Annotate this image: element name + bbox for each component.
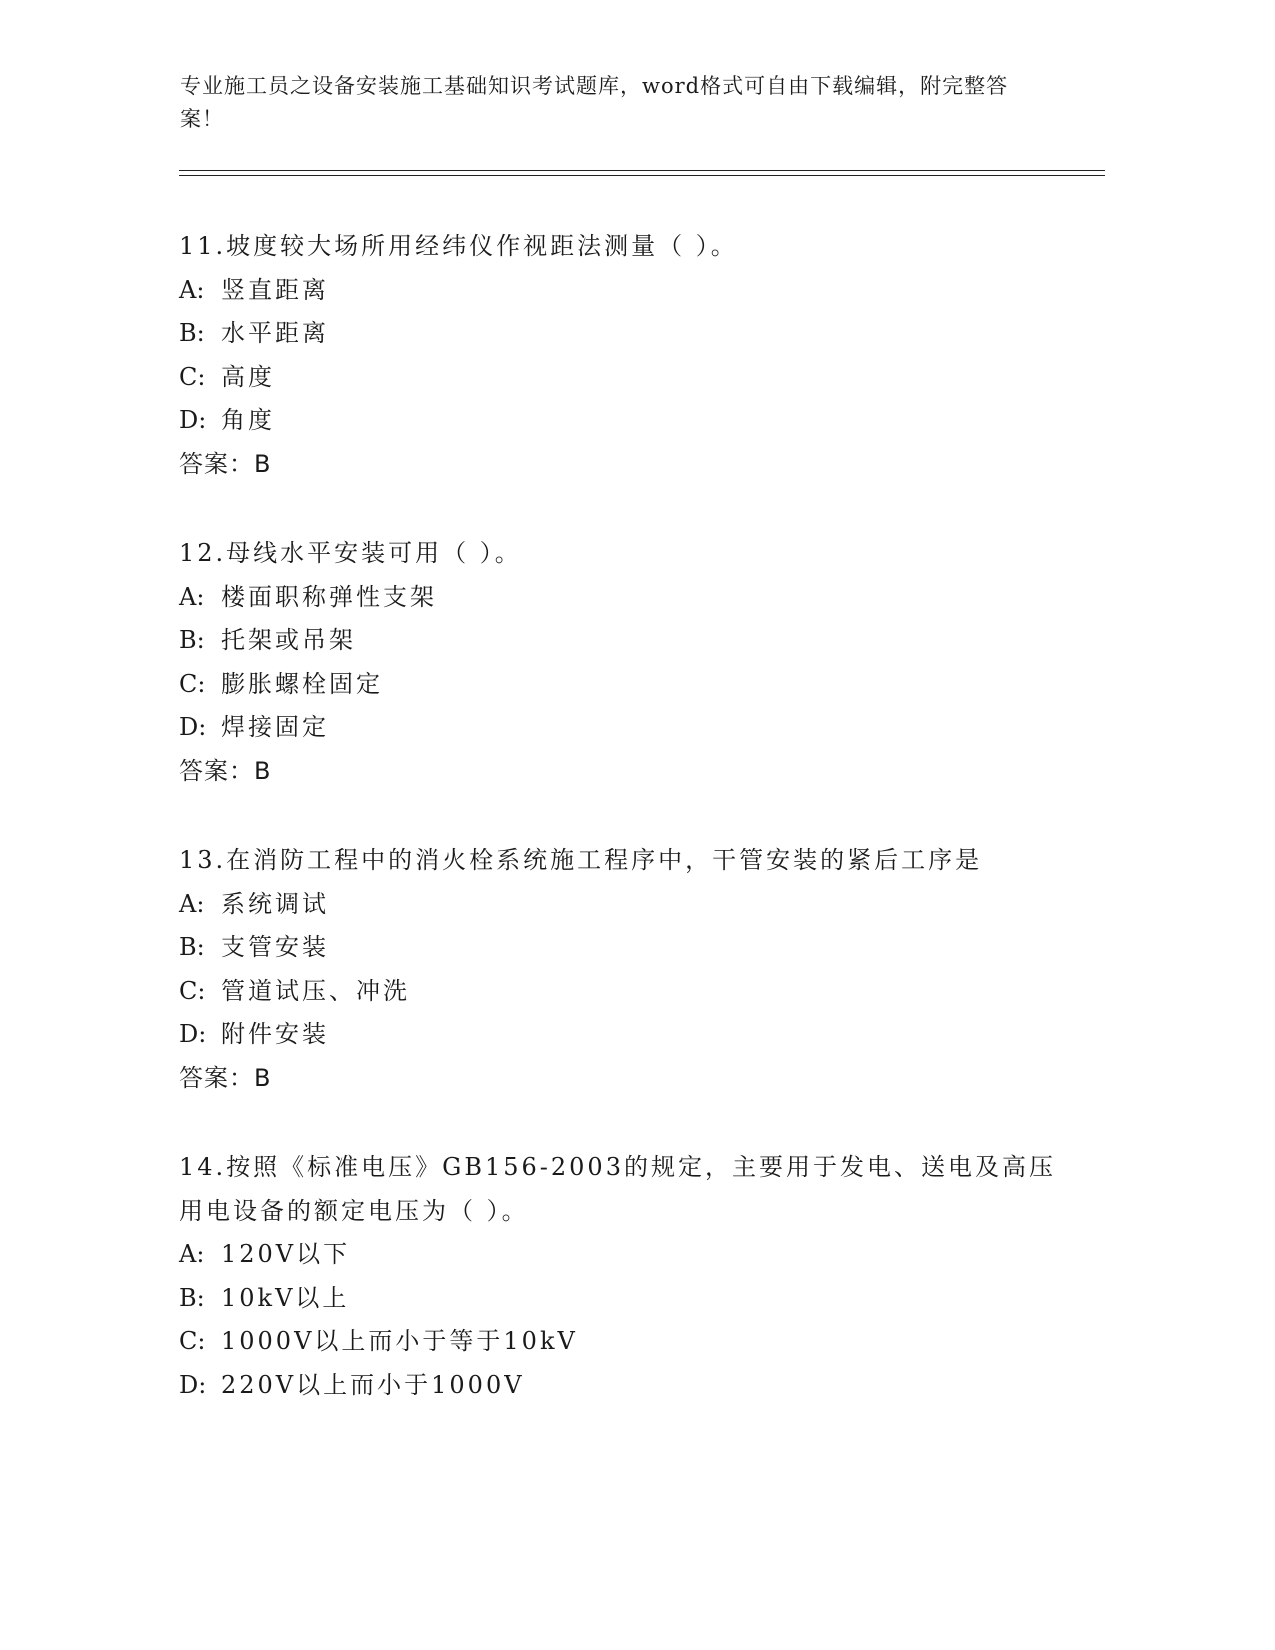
- question-stem: 11.坡度较大场所用经纬仪作视距法测量（ ）。: [179, 232, 738, 260]
- option-a: [179, 883, 1059, 927]
- option-letter: D:: [179, 406, 207, 434]
- option-b: [179, 312, 1059, 356]
- option-text: 220V以上而小于1000V: [221, 1370, 525, 1399]
- option-letter: B:: [179, 319, 205, 347]
- option-text: 120V以下: [221, 1240, 351, 1268]
- question-13: [179, 839, 1059, 1100]
- answer-line: 答案：B: [179, 1063, 272, 1092]
- option-text: 竖直距离: [221, 275, 329, 304]
- document-header: 专业施工员之设备安装施工基础知识考试题库，word格式可自由下载编辑，附完整答案！: [180, 74, 1009, 131]
- option-letter: B:: [179, 1283, 205, 1312]
- option-text: 楼面职称弹性支架: [221, 582, 437, 611]
- question-stem: 12.母线水平安装可用（ ）。: [179, 539, 522, 567]
- question-stem: 14.按照《标准电压》GB156-2003的规定，主要用于发电、送电及高压用电设备的额定电压为（ ）。: [179, 1153, 1056, 1225]
- option-text: 水平距离: [221, 319, 329, 347]
- option-letter: A:: [179, 1240, 205, 1268]
- option-d: [179, 399, 1059, 443]
- question-list: [179, 225, 1059, 1453]
- option-text: 附件安装: [221, 1020, 329, 1048]
- option-letter: D:: [179, 1020, 207, 1048]
- option-a: [179, 1233, 1059, 1277]
- option-text: 10kV以上: [221, 1283, 350, 1312]
- option-text: 托架或吊架: [221, 626, 356, 654]
- option-b: [179, 926, 1059, 970]
- option-c: [179, 1320, 1059, 1364]
- option-text: 膨胀螺栓固定: [221, 669, 383, 698]
- option-letter: D:: [179, 1370, 207, 1399]
- option-letter: C:: [179, 362, 206, 391]
- header-rule-top: [179, 170, 1105, 171]
- option-text: 焊接固定: [221, 713, 329, 741]
- option-text: 支管安装: [221, 933, 329, 961]
- answer-line: 答案：B: [179, 756, 272, 785]
- option-text: 高度: [221, 362, 275, 391]
- option-letter: C:: [179, 669, 206, 698]
- option-a: [179, 576, 1059, 620]
- option-text: 1000V以上而小于等于10kV: [221, 1327, 578, 1355]
- question-12: [179, 532, 1059, 793]
- question-11: [179, 225, 1059, 486]
- option-b: [179, 1277, 1059, 1321]
- option-letter: A:: [179, 275, 205, 304]
- option-c: [179, 970, 1059, 1014]
- option-c: [179, 663, 1059, 707]
- option-letter: B:: [179, 933, 205, 961]
- option-letter: C:: [179, 976, 206, 1005]
- option-text: 角度: [221, 406, 275, 434]
- answer-line: 答案：B: [179, 449, 272, 478]
- option-d: [179, 1013, 1059, 1057]
- option-letter: B:: [179, 626, 205, 654]
- option-letter: D:: [179, 713, 207, 741]
- option-a: [179, 269, 1059, 313]
- option-b: [179, 619, 1059, 663]
- option-d: [179, 706, 1059, 750]
- header-rule-bottom: [179, 175, 1105, 176]
- option-letter: C:: [179, 1327, 206, 1355]
- option-d: [179, 1364, 1059, 1408]
- option-text: 管道试压、冲洗: [221, 976, 410, 1005]
- question-14: [179, 1146, 1059, 1407]
- option-c: [179, 356, 1059, 400]
- option-letter: A:: [179, 889, 205, 918]
- option-text: 系统调试: [221, 889, 329, 918]
- question-stem: 13.在消防工程中的消火栓系统施工程序中，干管安装的紧后工序是: [179, 846, 983, 874]
- option-letter: A:: [179, 582, 205, 611]
